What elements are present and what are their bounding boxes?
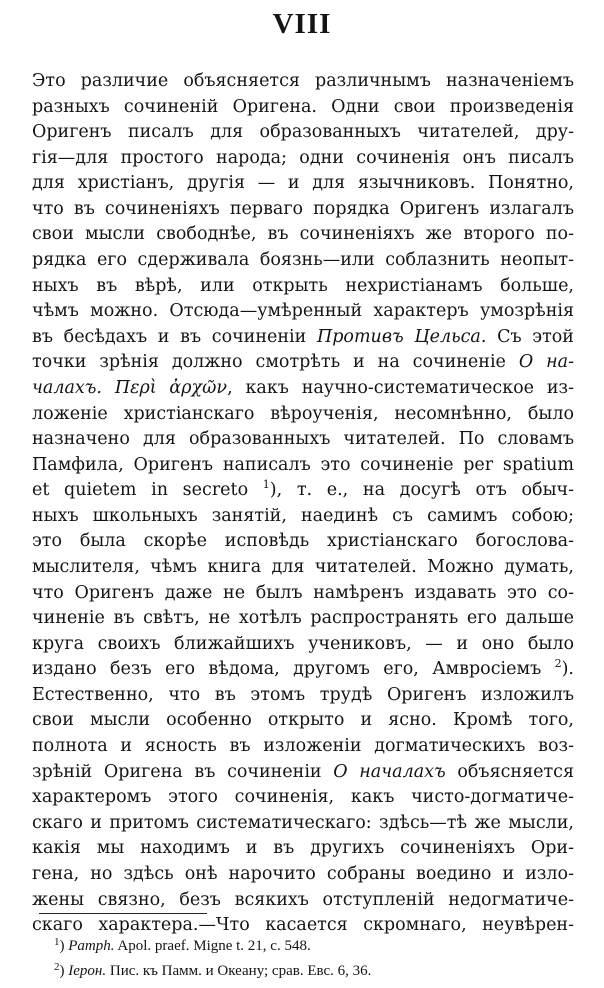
text-segment: издано безъ его вѣдома, другомъ его, Амвросіемъ <box>32 659 555 680</box>
text-segment: объясняется <box>445 761 574 782</box>
text-segment: характеромъ этого сочиненія, какъ чисто-догматиче- <box>32 787 574 808</box>
text-line <box>32 888 574 914</box>
italic-title: О началахъ <box>333 761 446 782</box>
body-text <box>32 69 574 939</box>
text-segment: рядка его сдерживала боязнь—или соблазнить неопыт- <box>32 250 574 271</box>
text-line <box>32 299 574 325</box>
text-segment: что въ сочиненіяхъ перваго порядка Оригенъ излагалъ <box>32 198 574 219</box>
text-segment: что Оригенъ даже не былъ намѣренъ издавать это со- <box>32 582 574 603</box>
text-line <box>32 760 574 786</box>
text-segment: разныхъ сочиненій Оригена. Одни свои произведенія <box>32 96 574 117</box>
text-segment: скаго и притомъ систематическаго: здѣсь—тѣ же мысли, <box>32 812 574 833</box>
text-line <box>32 350 574 376</box>
footnote-1: $^1$) Pamph. Apol. praef. Migne t. 21, c. 548. <box>54 936 311 954</box>
text-line <box>32 504 574 530</box>
text-line <box>32 862 574 888</box>
footnote-text: Пис. къ Памм. и Океану; срав. Евс. 6, 36. <box>106 963 372 979</box>
text-segment: ныхъ въ вѣрѣ, или открыть нехристіанамъ больше, <box>32 275 574 296</box>
text-line <box>32 427 574 453</box>
italic-title: чалахъ. Περὶ ἀρχῶν <box>32 377 228 398</box>
text-line <box>32 197 574 223</box>
footnote-divider <box>39 913 207 914</box>
text-segment: свои мысли свободнѣе, въ сочиненіяхъ же второго по- <box>32 224 574 245</box>
text-line <box>32 785 574 811</box>
text-segment: зрѣній Оригена въ сочиненіи <box>32 761 334 782</box>
footnote-mark: 1 <box>54 936 60 948</box>
text-segment: это была скорѣе исповѣдь христіанскаго богослова- <box>32 531 574 552</box>
text-line <box>32 120 574 146</box>
text-segment: скаго характера.—Что касается скромнаго, неувѣрен- <box>32 915 574 936</box>
text-segment: круга своихъ ближайшихъ учениковъ, — и оно было <box>32 633 574 654</box>
text-line <box>32 274 574 300</box>
text-line <box>32 683 574 709</box>
footnote-author: Іерон. <box>68 963 107 979</box>
text-segment: въ бесѣдахъ и въ сочиненіи <box>32 326 317 347</box>
italic-title: Противъ Цельса <box>316 326 481 347</box>
text-segment: . Съ этой <box>480 326 574 347</box>
text-segment: et quietem in secreto <box>32 480 263 501</box>
text-line <box>32 69 574 95</box>
text-line <box>32 376 574 402</box>
text-segment: свои мысли особенно открыто и ясно. Кромѣ того, <box>32 710 574 731</box>
text-segment: для христіанъ, другія — и для язычниковъ. Понятно, <box>32 173 574 194</box>
text-line <box>32 222 574 248</box>
footnote-ref: 2 <box>554 657 562 671</box>
text-segment: чиненіе въ свѣтъ, не хотѣлъ распространять его дальше <box>32 608 574 629</box>
text-segment: , какъ научно-систематическое из- <box>227 377 574 398</box>
text-line <box>32 708 574 734</box>
footnote-2: $^2$) Іерон. Пис. къ Памм. и Океану; срав. Евс. 6, 36. <box>54 961 372 979</box>
text-segment: ). <box>561 659 574 680</box>
text-segment: чѣмъ можно. Отсюда—умѣренный характеръ умозрѣнія <box>32 301 574 322</box>
text-segment: точки зрѣнія должно смотрѣть и на сочиненіе <box>32 352 519 373</box>
text-line <box>32 555 574 581</box>
text-line <box>32 836 574 862</box>
footnote-mark: 2 <box>54 961 60 973</box>
text-line <box>32 453 574 479</box>
page-number: VIII <box>272 8 332 40</box>
text-line <box>32 632 574 658</box>
text-segment: полнота и ясность въ изложеніи догматическихъ воз- <box>32 736 574 757</box>
text-line <box>32 171 574 197</box>
text-segment: жены связно, безъ всякихъ отступленій недогматиче- <box>32 889 574 910</box>
text-line <box>32 581 574 607</box>
text-segment: назначено для образованныхъ читателей. По словамъ <box>32 429 574 450</box>
text-line <box>32 811 574 837</box>
text-line <box>32 248 574 274</box>
text-line <box>32 402 574 428</box>
text-segment: Это различие объясняется различнымъ назначеніемъ <box>32 71 574 91</box>
text-segment: Памфила, Оригенъ написалъ это сочиненіе per spatium <box>32 454 574 475</box>
text-line <box>32 529 574 555</box>
footnote-author: Pamph. <box>68 938 115 954</box>
text-segment: ), т. е., на досугѣ отъ обыч- <box>269 480 574 501</box>
text-segment: какія мы находимъ и въ другихъ сочиненіяхъ Ори- <box>32 838 574 859</box>
text-segment: Оригенъ писалъ для образованныхъ читателей, дру- <box>32 122 574 143</box>
text-segment: мыслителя, чѣмъ книга для читателей. Можно думать, <box>32 556 574 577</box>
text-line <box>32 146 574 172</box>
text-line <box>32 734 574 760</box>
text-segment: Естественно, что въ этомъ трудѣ Оригенъ изложилъ <box>32 684 574 705</box>
footnote-text: Apol. praef. Migne t. 21, c. 548. <box>114 938 311 954</box>
text-segment: ложеніе христіанскаго вѣроученія, несомнѣнно, было <box>32 403 574 424</box>
text-line <box>32 478 574 504</box>
footnote-ref: 1 <box>262 478 270 492</box>
text-line <box>32 325 574 351</box>
text-line <box>32 606 574 632</box>
italic-title: О на- <box>518 352 574 373</box>
text-segment: гія—для простого народа; одни сочиненія онъ писалъ <box>32 147 574 168</box>
text-segment: гена, но здѣсь онѣ нарочито собраны воедино и изло- <box>32 863 574 884</box>
text-line <box>32 657 574 683</box>
text-line <box>32 95 574 121</box>
text-segment: ныхъ школьныхъ занятій, наединѣ съ самимъ собою; <box>32 505 574 526</box>
